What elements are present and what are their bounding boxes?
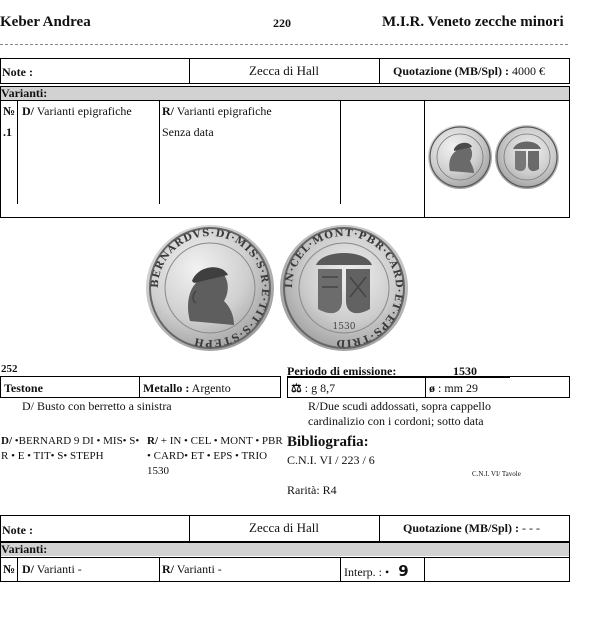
record2-mint: Zecca di Hall bbox=[249, 520, 320, 535]
period-label: Periodo di emissione: bbox=[287, 364, 397, 378]
coin-obverse-legend: BERNARDVS·DI·MIS·S·R·E·TIT·S·STEPH bbox=[149, 227, 271, 349]
record2-obv-header: D/ Varianti - bbox=[22, 562, 82, 576]
diameter: ø : mm 29 bbox=[429, 381, 479, 395]
reverse-legend-date: 1530 bbox=[147, 465, 169, 477]
record2-variants-band bbox=[1, 543, 569, 556]
record2-interp: Interp. : • 9 bbox=[344, 562, 409, 580]
coin-reverse-date: 1530 bbox=[332, 322, 356, 332]
coin-reverse-legend: IN·CEL·MONT·PBR·CARD·ET·EPS·TRID bbox=[283, 227, 405, 349]
record1-quotation-value: 4000 € bbox=[512, 64, 545, 78]
record1-quotation bbox=[393, 64, 545, 79]
coin-image-obverse bbox=[146, 225, 274, 351]
record1-rev-header: R/ Varianti epigrafiche bbox=[162, 104, 272, 118]
record2-variants-label: Varianti: bbox=[1, 542, 48, 556]
record2-col-no: № bbox=[3, 562, 16, 576]
coin-number: 252 bbox=[1, 363, 18, 375]
record2-note-label: Note : bbox=[2, 523, 33, 537]
record1-quotation-label: Quotazione (MB/Spl) : bbox=[393, 64, 509, 78]
record1-variants-label: Varianti: bbox=[1, 86, 48, 100]
record2-rev-header: R/ Varianti - bbox=[162, 562, 222, 576]
record1-rev-value: Senza data bbox=[162, 125, 214, 139]
record1-mint: Zecca di Hall bbox=[249, 63, 320, 78]
coin-image-obverse-art bbox=[146, 225, 274, 351]
cni-reference: C.N.I. VI/ Tavole bbox=[472, 470, 521, 478]
coin-thumbnail-reverse bbox=[495, 125, 559, 189]
coin-image-reverse bbox=[280, 225, 408, 351]
page-number: 220 bbox=[273, 16, 291, 30]
obverse-description: D/ Busto con berretto a sinistra bbox=[22, 399, 172, 413]
scale-icon: ⚖ bbox=[291, 381, 302, 395]
record1-obv-header: D/ Varianti epigrafiche bbox=[22, 104, 132, 118]
header-divider bbox=[0, 44, 568, 45]
series-title: M.I.R. Veneto zecche minori bbox=[382, 14, 564, 30]
record2-interp-value: 9 bbox=[398, 562, 409, 580]
coin-thumbnail-obverse bbox=[428, 125, 492, 189]
author-name: Keber Andrea bbox=[0, 14, 91, 30]
reverse-legend: R/ + IN • CEL • MONT • PBR • CARD• ET • EPS • TRIO 1530 bbox=[147, 435, 283, 477]
denomination: Testone bbox=[4, 381, 43, 395]
metal: Metallo : Argento bbox=[143, 381, 231, 395]
record1-variants-band bbox=[1, 87, 569, 100]
record1-row-no: .1 bbox=[3, 125, 12, 139]
record1-col-no: № bbox=[3, 104, 16, 118]
bibliography-value: C.N.I. VI / 223 / 6 bbox=[287, 453, 375, 467]
obverse-legend: D/ •BERNARD 9 DI • MIS• S• R • E • TIT• S• STEPH bbox=[1, 435, 140, 462]
reverse-description: R/Due scudi addossati, sopra cappello cardinalizio con i cordoni; sotto data bbox=[308, 399, 491, 428]
record1-note-label: Note : bbox=[2, 65, 33, 79]
weight: ⚖ : g 8,7 bbox=[291, 381, 336, 395]
bibliography-label: Bibliografia: bbox=[287, 434, 369, 450]
rarity: Rarità: R4 bbox=[287, 483, 337, 497]
record2-quotation: Quotazione (MB/Spl) : - - - bbox=[403, 521, 540, 535]
coin-image-reverse-art bbox=[280, 225, 408, 351]
coin-thumbnail-obverse-art bbox=[428, 125, 492, 189]
coin-thumbnail-reverse-art bbox=[495, 125, 559, 189]
period-value: 1530 bbox=[453, 364, 477, 378]
